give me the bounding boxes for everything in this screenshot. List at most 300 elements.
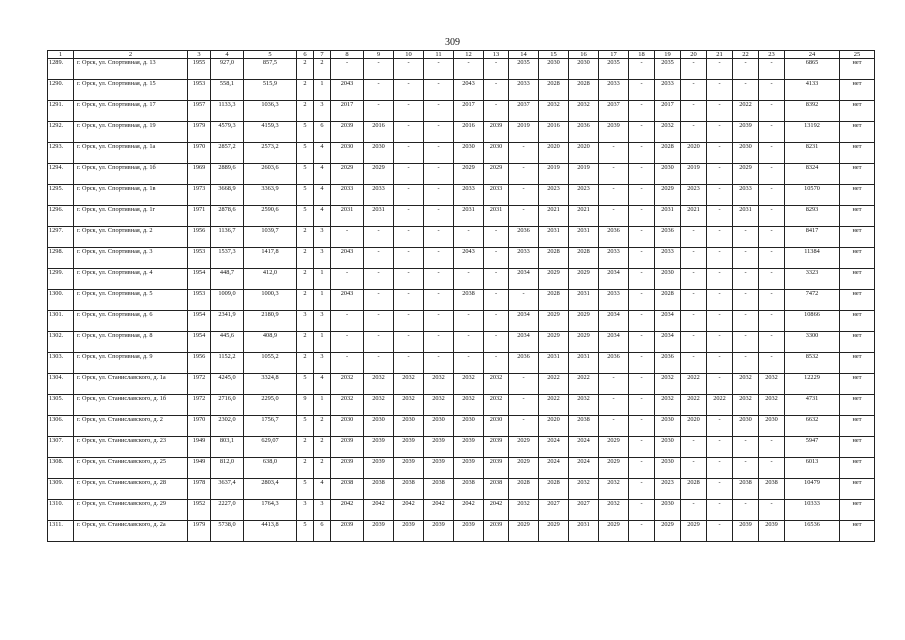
row-number-cell: 1303.	[48, 353, 74, 374]
table-cell: 2028	[569, 80, 599, 101]
table-cell: 2	[297, 80, 314, 101]
table-row	[48, 80, 875, 101]
table-cell: 1954	[188, 269, 211, 290]
table-cell: -	[394, 227, 424, 248]
table-cell: 1537,3	[211, 248, 244, 269]
table-cell: -	[759, 290, 785, 311]
table-row	[48, 416, 875, 437]
table-cell: 803,1	[211, 437, 244, 458]
table-cell: 2039	[394, 521, 424, 542]
table-cell: -	[681, 332, 707, 353]
table-cell: 4245,0	[211, 374, 244, 395]
table-cell: 2035	[509, 59, 539, 80]
table-cell: 1956	[188, 227, 211, 248]
row-number-cell: 1307.	[48, 437, 74, 458]
table-cell: -	[364, 290, 394, 311]
table-cell: 3	[314, 500, 331, 521]
table-cell: 3	[314, 353, 331, 374]
table-cell: -	[707, 227, 733, 248]
table-cell: нет	[840, 164, 875, 185]
table-cell: 1	[314, 269, 331, 290]
row-number-cell: 1310.	[48, 500, 74, 521]
table-cell: -	[424, 332, 454, 353]
table-cell: 2042	[364, 500, 394, 521]
table-cell: нет	[840, 311, 875, 332]
table-cell: 2029	[655, 185, 681, 206]
table-cell: -	[629, 290, 655, 311]
table-cell: 4	[314, 479, 331, 500]
table-cell: 11384	[785, 248, 840, 269]
table-cell: 2030	[759, 416, 785, 437]
table-cell: -	[331, 311, 364, 332]
table-cell: 3668,9	[211, 185, 244, 206]
table-cell: 2032	[484, 395, 509, 416]
table-cell: 2	[297, 458, 314, 479]
table-cell: -	[394, 269, 424, 290]
table-cell: нет	[840, 269, 875, 290]
table-cell: 2032	[394, 374, 424, 395]
table-cell: 4133	[785, 80, 840, 101]
row-number-cell: 1305.	[48, 395, 74, 416]
table-cell: -	[629, 500, 655, 521]
table-cell: 2029	[599, 437, 629, 458]
table-cell: 1036,3	[244, 101, 297, 122]
table-cell: -	[707, 374, 733, 395]
table-cell: 2341,9	[211, 311, 244, 332]
table-cell: 1152,2	[211, 353, 244, 374]
row-number-cell: 1309.	[48, 479, 74, 500]
table-cell: 2039	[424, 521, 454, 542]
table-cell: -	[509, 374, 539, 395]
table-cell: -	[484, 269, 509, 290]
table-cell: 2032	[569, 395, 599, 416]
table-cell: -	[599, 143, 629, 164]
table-cell: 4579,3	[211, 122, 244, 143]
table-cell: -	[454, 227, 484, 248]
table-cell: нет	[840, 185, 875, 206]
table-cell: 2038	[733, 479, 759, 500]
address-cell: г. Орск, ул. Спортивная, д. 8	[74, 332, 188, 353]
table-row	[48, 122, 875, 143]
column-number: 10	[394, 51, 424, 59]
table-cell: 1	[314, 290, 331, 311]
table-cell: 2302,0	[211, 416, 244, 437]
table-cell: -	[733, 290, 759, 311]
table-cell: 2032	[569, 101, 599, 122]
table-cell: -	[629, 521, 655, 542]
table-cell: 1417,8	[244, 248, 297, 269]
table-cell: 2227,0	[211, 500, 244, 521]
table-cell: 2030	[569, 59, 599, 80]
address-cell: г. Орск, ул. Станиславского, д. 23	[74, 437, 188, 458]
table-cell: 2889,6	[211, 164, 244, 185]
table-cell: 2039	[394, 437, 424, 458]
table-cell: 2039	[331, 437, 364, 458]
table-cell: 2030	[539, 59, 569, 80]
table-cell: -	[454, 59, 484, 80]
address-cell: г. Орск, ул. Спортивная, д. 4	[74, 269, 188, 290]
table-cell: -	[394, 143, 424, 164]
table-cell: 1970	[188, 416, 211, 437]
table-cell: 2030	[484, 416, 509, 437]
table-cell: 2023	[539, 185, 569, 206]
table-cell: -	[364, 248, 394, 269]
table-cell: 2028	[539, 248, 569, 269]
table-cell: -	[424, 227, 454, 248]
table-cell: 5	[297, 122, 314, 143]
table-cell: -	[331, 353, 364, 374]
table-cell: -	[629, 248, 655, 269]
table-cell: 2034	[599, 332, 629, 353]
table-cell: 2030	[454, 143, 484, 164]
table-cell: -	[759, 269, 785, 290]
table-cell: 3324,8	[244, 374, 297, 395]
table-cell: -	[759, 437, 785, 458]
table-cell: 2036	[509, 227, 539, 248]
table-cell: 2030	[454, 416, 484, 437]
table-cell: 2028	[509, 479, 539, 500]
table-cell: 6	[314, 521, 331, 542]
table-cell: -	[331, 59, 364, 80]
address-cell: г. Орск, ул. Станиславского, д. 2а	[74, 521, 188, 542]
table-cell: -	[707, 122, 733, 143]
table-cell: -	[759, 143, 785, 164]
table-cell: 2034	[655, 332, 681, 353]
table-cell: 2038	[364, 479, 394, 500]
table-cell: 2029	[331, 164, 364, 185]
column-number: 7	[314, 51, 331, 59]
table-cell: 10333	[785, 500, 840, 521]
table-cell: 2031	[569, 227, 599, 248]
table-cell: 629,07	[244, 437, 297, 458]
table-cell: 2028	[569, 248, 599, 269]
table-cell: 2030	[655, 500, 681, 521]
table-cell: 2028	[539, 290, 569, 311]
table-cell: 2032	[454, 395, 484, 416]
table-cell: -	[759, 248, 785, 269]
table-cell: 2039	[454, 458, 484, 479]
table-cell: -	[629, 164, 655, 185]
table-cell: 1970	[188, 143, 211, 164]
table-cell: -	[424, 185, 454, 206]
table-cell: 2030	[394, 416, 424, 437]
table-cell: -	[707, 164, 733, 185]
table-cell: -	[394, 80, 424, 101]
table-cell: 2	[314, 437, 331, 458]
table-cell: 2034	[599, 269, 629, 290]
table-cell: 2022	[733, 101, 759, 122]
table-cell: -	[733, 458, 759, 479]
column-number: 12	[454, 51, 484, 59]
table-cell: -	[707, 437, 733, 458]
table-cell: 2019	[509, 122, 539, 143]
table-cell: 2031	[655, 206, 681, 227]
table-cell: 2034	[509, 311, 539, 332]
column-number: 23	[759, 51, 785, 59]
table-cell: -	[599, 416, 629, 437]
table-cell: -	[681, 80, 707, 101]
table-cell: 8392	[785, 101, 840, 122]
table-cell: 1953	[188, 290, 211, 311]
table-cell: 1973	[188, 185, 211, 206]
table-cell: 2029	[599, 458, 629, 479]
table-cell: 2034	[599, 311, 629, 332]
table-cell: 2033	[599, 80, 629, 101]
table-cell: -	[681, 458, 707, 479]
table-cell: -	[424, 143, 454, 164]
table-cell: 2027	[569, 500, 599, 521]
table-cell: 1949	[188, 437, 211, 458]
column-number: 20	[681, 51, 707, 59]
table-cell: -	[629, 395, 655, 416]
table-cell: 16536	[785, 521, 840, 542]
table-cell: -	[394, 311, 424, 332]
table-cell: -	[707, 80, 733, 101]
table-cell: -	[681, 101, 707, 122]
table-cell: -	[733, 248, 759, 269]
table-cell: 2024	[569, 458, 599, 479]
table-cell: 2030	[655, 269, 681, 290]
table-cell: -	[424, 311, 454, 332]
table-cell: 3323	[785, 269, 840, 290]
table-cell: -	[599, 164, 629, 185]
table-cell: -	[599, 374, 629, 395]
table-cell: 2590,6	[244, 206, 297, 227]
table-cell: нет	[840, 332, 875, 353]
address-cell: г. Орск, ул. Спортивная, д. 13	[74, 59, 188, 80]
table-cell: -	[629, 353, 655, 374]
table-cell: -	[454, 311, 484, 332]
table-cell: 5	[297, 521, 314, 542]
table-cell: 2021	[681, 206, 707, 227]
table-cell: 3300	[785, 332, 840, 353]
table-cell: 5	[297, 164, 314, 185]
table-cell: 2032	[759, 374, 785, 395]
table-cell: -	[484, 332, 509, 353]
table-cell: 1969	[188, 164, 211, 185]
table-cell: 2028	[539, 80, 569, 101]
table-cell: 2	[314, 59, 331, 80]
table-cell: -	[733, 500, 759, 521]
table-cell: -	[681, 122, 707, 143]
table-cell: -	[629, 101, 655, 122]
table-cell: -	[759, 101, 785, 122]
table-cell: 2022	[681, 395, 707, 416]
table-cell: 5	[297, 185, 314, 206]
table-cell: 2024	[539, 437, 569, 458]
table-cell: нет	[840, 479, 875, 500]
table-cell: 2030	[733, 416, 759, 437]
table-cell: 2	[297, 353, 314, 374]
table-cell: 2039	[331, 458, 364, 479]
table-cell: -	[629, 458, 655, 479]
table-cell: 2032	[364, 374, 394, 395]
table-cell: -	[733, 437, 759, 458]
row-number-cell: 1298.	[48, 248, 74, 269]
table-cell: -	[759, 311, 785, 332]
table-cell: 408,9	[244, 332, 297, 353]
table-cell: -	[707, 521, 733, 542]
table-cell: -	[484, 80, 509, 101]
table-cell: 2039	[424, 437, 454, 458]
table-cell: 1956	[188, 353, 211, 374]
table-row	[48, 248, 875, 269]
table-cell: 3637,4	[211, 479, 244, 500]
table-cell: 2029	[509, 521, 539, 542]
table-cell: 2	[297, 332, 314, 353]
table-cell: -	[509, 185, 539, 206]
table-cell: 8417	[785, 227, 840, 248]
table-cell: -	[629, 143, 655, 164]
row-number-cell: 1290.	[48, 80, 74, 101]
table-cell: 5	[297, 479, 314, 500]
table-cell: -	[424, 164, 454, 185]
address-cell: г. Орск, ул. Станиславского, д. 1б	[74, 395, 188, 416]
table-cell: 2031	[733, 206, 759, 227]
table-cell: 1971	[188, 206, 211, 227]
row-number-cell: 1300.	[48, 290, 74, 311]
table-cell: 2032	[509, 500, 539, 521]
table-cell: 1039,7	[244, 227, 297, 248]
table-cell: 2029	[539, 311, 569, 332]
table-cell: 2029	[484, 164, 509, 185]
column-number: 13	[484, 51, 509, 59]
table-cell: -	[629, 59, 655, 80]
table-cell: -	[733, 353, 759, 374]
table-cell: 2019	[681, 164, 707, 185]
table-cell: 1954	[188, 332, 211, 353]
table-cell: -	[707, 458, 733, 479]
address-cell: г. Орск, ул. Станиславского, д. 28	[74, 479, 188, 500]
table-cell: 2295,0	[244, 395, 297, 416]
table-cell: -	[484, 227, 509, 248]
table-cell: нет	[840, 416, 875, 437]
table-cell: -	[394, 185, 424, 206]
table-cell: -	[759, 206, 785, 227]
table-cell: -	[629, 479, 655, 500]
row-number-cell: 1301.	[48, 311, 74, 332]
table-row	[48, 521, 875, 542]
table-cell: 2034	[509, 332, 539, 353]
table-cell: 2030	[484, 143, 509, 164]
row-number-cell: 1297.	[48, 227, 74, 248]
table-cell: -	[394, 290, 424, 311]
table-cell: 2	[297, 248, 314, 269]
row-number-cell: 1293.	[48, 143, 74, 164]
table-cell: 2031	[569, 521, 599, 542]
table-cell: 2022	[681, 374, 707, 395]
address-cell: г. Орск, ул. Спортивная, д. 9	[74, 353, 188, 374]
table-cell: 2033	[484, 185, 509, 206]
table-cell: 8324	[785, 164, 840, 185]
table-cell: -	[681, 248, 707, 269]
table-cell: 2031	[539, 227, 569, 248]
table-cell: 2029	[539, 332, 569, 353]
table-cell: 4	[314, 164, 331, 185]
table-cell: 2033	[599, 248, 629, 269]
table-cell: 2032	[733, 374, 759, 395]
table-cell: 2038	[454, 290, 484, 311]
table-cell: 2042	[424, 500, 454, 521]
table-cell: 2031	[539, 353, 569, 374]
table-cell: 10570	[785, 185, 840, 206]
table-cell: 2029	[509, 458, 539, 479]
table-cell: 2878,6	[211, 206, 244, 227]
table-cell: -	[629, 374, 655, 395]
table-cell: 2023	[681, 185, 707, 206]
table-cell: 1972	[188, 395, 211, 416]
table-cell: 2030	[655, 164, 681, 185]
table-cell: 2029	[733, 164, 759, 185]
table-cell: 857,5	[244, 59, 297, 80]
table-cell: -	[424, 353, 454, 374]
table-cell: 2037	[599, 101, 629, 122]
table-cell: 2020	[681, 416, 707, 437]
table-cell: 2029	[509, 437, 539, 458]
table-cell: нет	[840, 80, 875, 101]
table-cell: -	[394, 101, 424, 122]
table-cell: -	[629, 122, 655, 143]
table-cell: -	[364, 227, 394, 248]
table-cell: 2030	[655, 437, 681, 458]
table-cell: 5	[297, 416, 314, 437]
table-cell: 3	[314, 227, 331, 248]
address-cell: г. Орск, ул. Станиславского, д. 2	[74, 416, 188, 437]
table-cell: 1972	[188, 374, 211, 395]
table-row	[48, 458, 875, 479]
table-cell: 4	[314, 185, 331, 206]
table-cell: 10866	[785, 311, 840, 332]
table-cell: -	[733, 311, 759, 332]
address-cell: г. Орск, ул. Спортивная, д. 1г	[74, 206, 188, 227]
table-cell: -	[707, 185, 733, 206]
column-number: 19	[655, 51, 681, 59]
table-cell: -	[759, 122, 785, 143]
table-cell: 2032	[759, 395, 785, 416]
table-cell: 2038	[569, 416, 599, 437]
column-number: 3	[188, 51, 211, 59]
column-number: 2	[74, 51, 188, 59]
table-cell: -	[707, 206, 733, 227]
table-cell: -	[707, 332, 733, 353]
row-number-cell: 1306.	[48, 416, 74, 437]
table-cell: -	[759, 164, 785, 185]
table-cell: 6	[314, 122, 331, 143]
table-cell: -	[394, 122, 424, 143]
column-number: 11	[424, 51, 454, 59]
address-cell: г. Орск, ул. Спортивная, д. 1в	[74, 185, 188, 206]
table-cell: -	[759, 59, 785, 80]
address-cell: г. Орск, ул. Спортивная, д. 17	[74, 101, 188, 122]
table-cell: 2020	[569, 143, 599, 164]
table-cell: 3	[314, 101, 331, 122]
table-cell: 2030	[364, 416, 394, 437]
column-number: 18	[629, 51, 655, 59]
table-cell: 2043	[331, 80, 364, 101]
table-cell: 2039	[759, 521, 785, 542]
table-cell: 2022	[539, 395, 569, 416]
table-cell: 2	[297, 269, 314, 290]
table-cell: -	[707, 101, 733, 122]
table-cell: 2039	[454, 521, 484, 542]
table-cell: 1	[314, 332, 331, 353]
row-number-cell: 1292.	[48, 122, 74, 143]
table-cell: 10479	[785, 479, 840, 500]
table-cell: -	[629, 311, 655, 332]
table-cell: 5	[297, 374, 314, 395]
table-row	[48, 143, 875, 164]
table-cell: 2043	[331, 290, 364, 311]
